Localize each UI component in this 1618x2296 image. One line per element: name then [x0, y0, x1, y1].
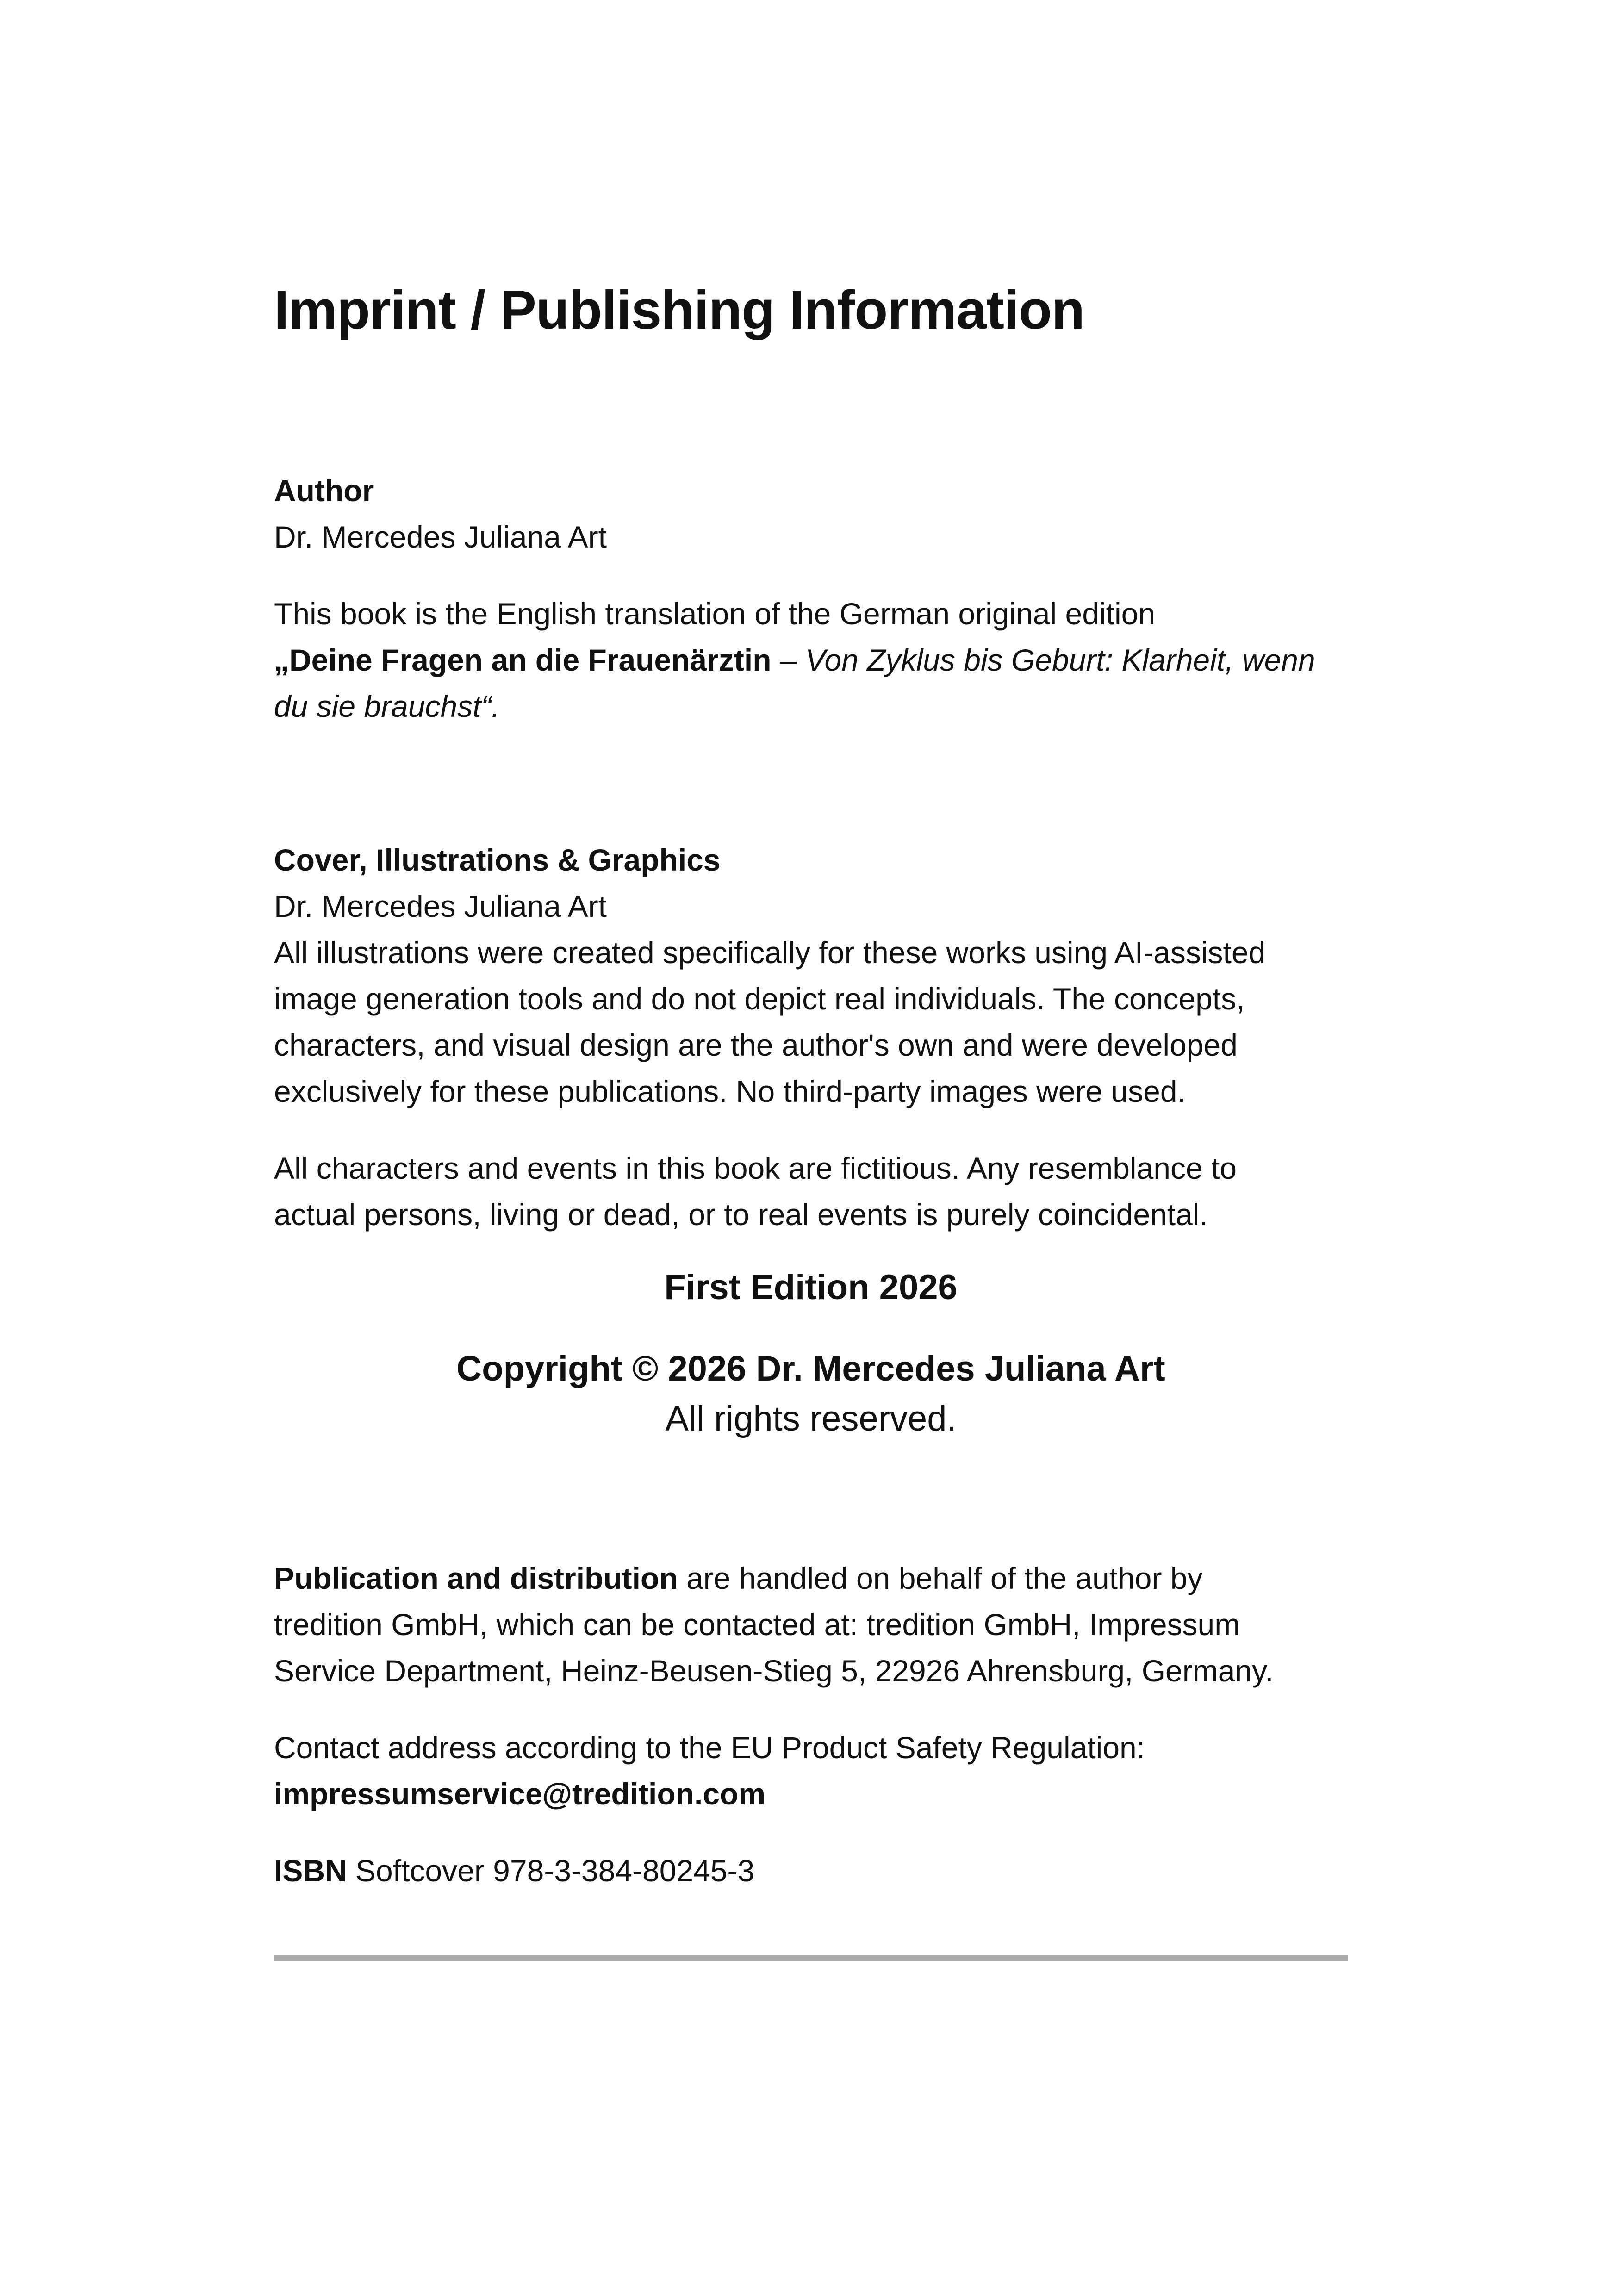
isbn-value: Softcover 978-3-384-80245-3	[347, 1854, 755, 1888]
isbn-label: ISBN	[274, 1854, 347, 1888]
first-edition: First Edition 2026	[664, 1268, 958, 1307]
publication-line-2: tredition GmbH, which can be contacted at: tredition GmbH, Impressum	[274, 1607, 1240, 1642]
page-title: Imprint / Publishing Information	[274, 280, 1085, 341]
publication-line1-rest: are handled on behalf of the author by	[678, 1561, 1203, 1595]
original-title-italic-1: Von Zyklus bis Geburt: Klarheit, wenn	[805, 643, 1315, 677]
author-name: Dr. Mercedes Juliana Art	[274, 520, 607, 554]
publication-line-3: Service Department, Heinz-Beusen-Stieg 5, 22926 Ahrensburg, Germany.	[274, 1654, 1274, 1688]
publication-section	[274, 1555, 1357, 1894]
cover-label: Cover, Illustrations & Graphics	[274, 843, 721, 877]
fiction-line-1: All characters and events in this book are fictitious. Any resemblance to	[274, 1151, 1237, 1185]
fiction-line-2: actual persons, living or dead, or to real events is purely coincidental.	[274, 1197, 1208, 1232]
rights-line: All rights reserved.	[665, 1399, 957, 1438]
cover-line-1: All illustrations were created specifically for these works using AI-assisted	[274, 935, 1266, 970]
title-dash: –	[771, 643, 805, 677]
publication-line-1	[274, 1555, 1357, 1601]
cover-line-3: characters, and visual design are the author's own and were developed	[274, 1028, 1238, 1062]
author-section	[274, 467, 1357, 729]
bottom-divider	[274, 1955, 1348, 1961]
cover-section	[274, 837, 1357, 1238]
contact-email: impressumservice@tredition.com	[274, 1777, 766, 1811]
cover-name: Dr. Mercedes Juliana Art	[274, 889, 607, 923]
original-title-line1	[274, 637, 1357, 683]
copyright-line: Copyright © 2026 Dr. Mercedes Juliana Art	[456, 1349, 1165, 1388]
contact-label: Contact address according to the EU Product Safety Regulation:	[274, 1730, 1145, 1765]
cover-line-2: image generation tools and do not depict real individuals. The concepts,	[274, 982, 1245, 1016]
publication-lead: Publication and distribution	[274, 1561, 678, 1595]
isbn-line	[274, 1848, 1357, 1894]
translation-intro: This book is the English translation of the German original edition	[274, 597, 1156, 631]
cover-line-4: exclusively for these publications. No third-party images were used.	[274, 1074, 1186, 1108]
author-label: Author	[274, 473, 374, 508]
original-title-italic-2: du sie brauchst“.	[274, 689, 500, 723]
original-title-bold: „Deine Fragen an die Frauenärztin	[274, 643, 772, 677]
